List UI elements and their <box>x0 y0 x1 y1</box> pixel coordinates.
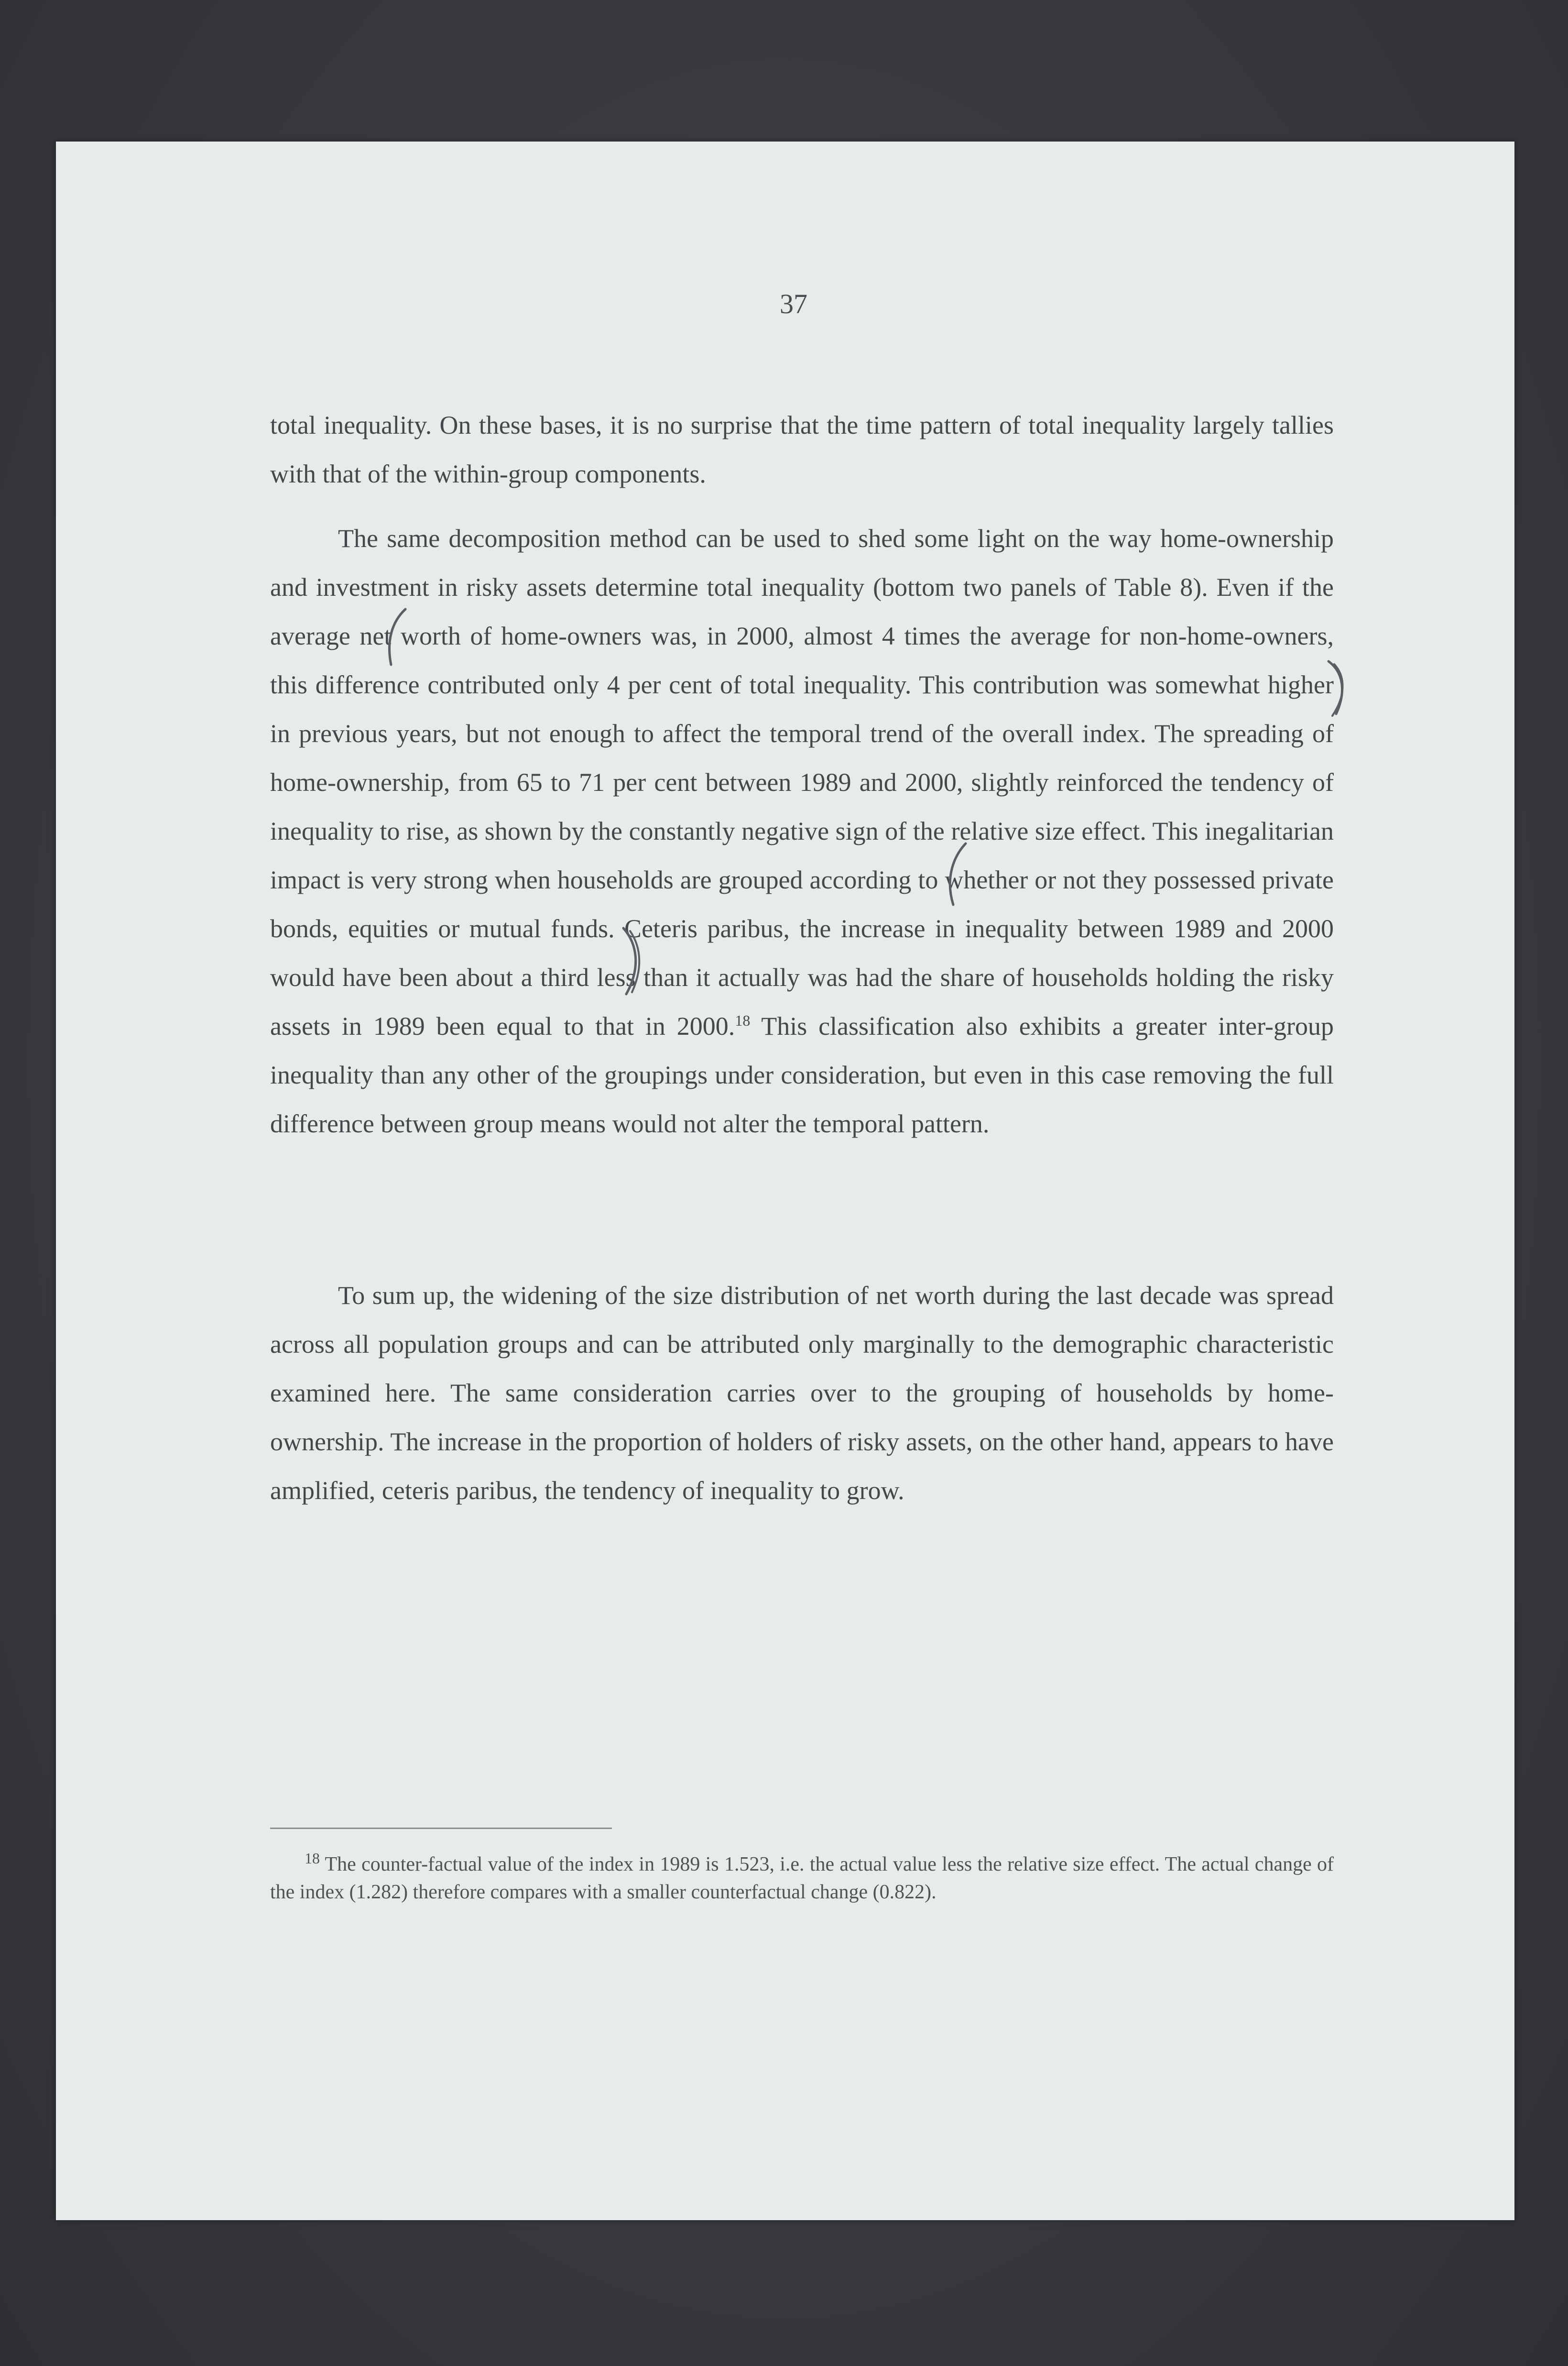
footnote-number: 18 <box>305 1850 320 1867</box>
footnote-divider <box>270 1828 612 1829</box>
paragraph-decomposition <box>270 514 1334 1148</box>
paragraph-decomposition-text: The same decomposition method can be used to shed some light on the way home-ownership and investment in risky assets determine total inequality (bottom two panels of Table 8). Even if the average net worth of home-owners was, in 2000, almost 4 times the average for non-home-owners, this difference contributed only 4 per cent of total inequality. This contribution was somewhat higher in previous years, but not enough to affect the temporal trend of the overall index. The spreading of home-ownership, from 65 to 71 per cent between 1989 and 2000, slightly reinforced the tendency of inequality to rise, as shown by the constantly negative sign of the relative size effect. This inegalitarian impact is very strong when households are grouped according to whether or not they possessed private bonds, equities or mutual funds. Ceteris paribus, the increase in inequality between 1989 and 2000 would have been about a third less than it actually was had the share of households holding the risky assets in 1989 been equal to that in 2000. <box>270 524 1334 1041</box>
paragraph-decomposition-text-end: This classification also exhibits a greater inter-group inequality than any other of the groupings under consideration, but even in this case removing the full difference between group means would not alter the temporal pattern. <box>270 1012 1334 1138</box>
paragraph-continuation: total inequality. On these bases, it is no surprise that the time pattern of total inequality largely tallies with that of the within-group components. <box>270 411 1334 488</box>
footnote-text: The counter-factual value of the index in 1989 is 1.523, i.e. the actual value less the relative size effect. The actual change of the index (1.282) therefore compares with a smaller counterfactual change (0.822). <box>270 1853 1334 1903</box>
page-number: 37 <box>780 288 807 319</box>
footnote <box>270 1851 1334 1906</box>
footnote-reference[interactable]: 18 <box>735 1012 751 1029</box>
paragraph-summary: To sum up, the widening of the size distribution of net worth during the last decade was spread across all population groups and can be attributed only marginally to the demographic characteristic examined here. The same consideration carries over to the grouping of households by home-ownership. The increase in the proportion of holders of risky assets, on the other hand, appears to have amplified, ceteris paribus, the tendency of inequality to grow. <box>270 1281 1334 1505</box>
